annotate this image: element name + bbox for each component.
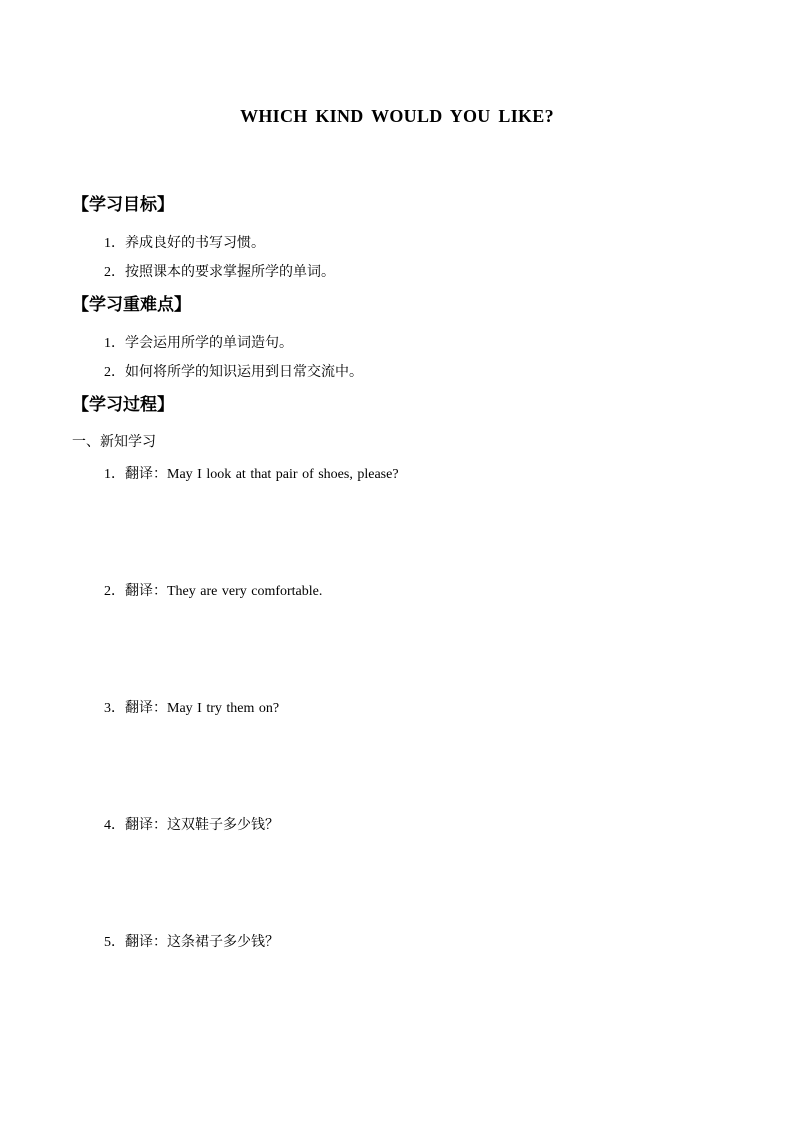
item-number: 1．: [104, 336, 125, 351]
page-title: WHICH KIND WOULD YOU LIKE?: [240, 106, 554, 126]
translate-label: 翻译：: [125, 934, 167, 950]
item-number: 5．: [104, 935, 125, 950]
list-item: [104, 232, 265, 252]
section-heading-key-points: 【学习重难点】: [72, 295, 191, 315]
item-number: 1．: [104, 236, 125, 251]
list-item: [104, 361, 363, 381]
exercise-text: May I try them on?: [167, 701, 280, 716]
item-text: 学会运用所学的单词造句。: [125, 335, 293, 351]
translate-label: 翻译：: [125, 466, 167, 482]
item-number: 3．: [104, 701, 125, 716]
item-number: 4．: [104, 818, 125, 833]
list-item: [104, 332, 293, 352]
list-item: [104, 261, 335, 281]
translate-label: 翻译：: [125, 700, 167, 716]
item-text: 养成良好的书写习惯。: [125, 235, 265, 251]
translate-label: 翻译：: [125, 817, 167, 833]
section-heading-process: 【学习过程】: [72, 395, 174, 415]
exercise-text: 这双鞋子多少钱？: [167, 817, 279, 833]
item-number: 2．: [104, 265, 125, 280]
exercise-item: [104, 931, 279, 951]
item-text: 按照课本的要求掌握所学的单词。: [125, 264, 335, 280]
exercise-text: 这条裙子多少钱？: [167, 934, 279, 950]
translate-label: 翻译：: [125, 583, 167, 599]
item-number: 1．: [104, 467, 125, 482]
exercise-item: [104, 697, 279, 717]
exercise-item: [104, 463, 399, 483]
exercise-text: They are very comfortable.: [167, 584, 323, 599]
subheading-new-knowledge: 一、新知学习: [72, 434, 156, 450]
exercise-text: May I look at that pair of shoes, please?: [167, 467, 399, 482]
exercise-item: [104, 580, 322, 600]
item-number: 2．: [104, 584, 125, 599]
item-number: 2．: [104, 365, 125, 380]
item-text: 如何将所学的知识运用到日常交流中。: [125, 364, 363, 380]
exercise-item: [104, 814, 279, 834]
section-heading-goals: 【学习目标】: [72, 195, 174, 215]
